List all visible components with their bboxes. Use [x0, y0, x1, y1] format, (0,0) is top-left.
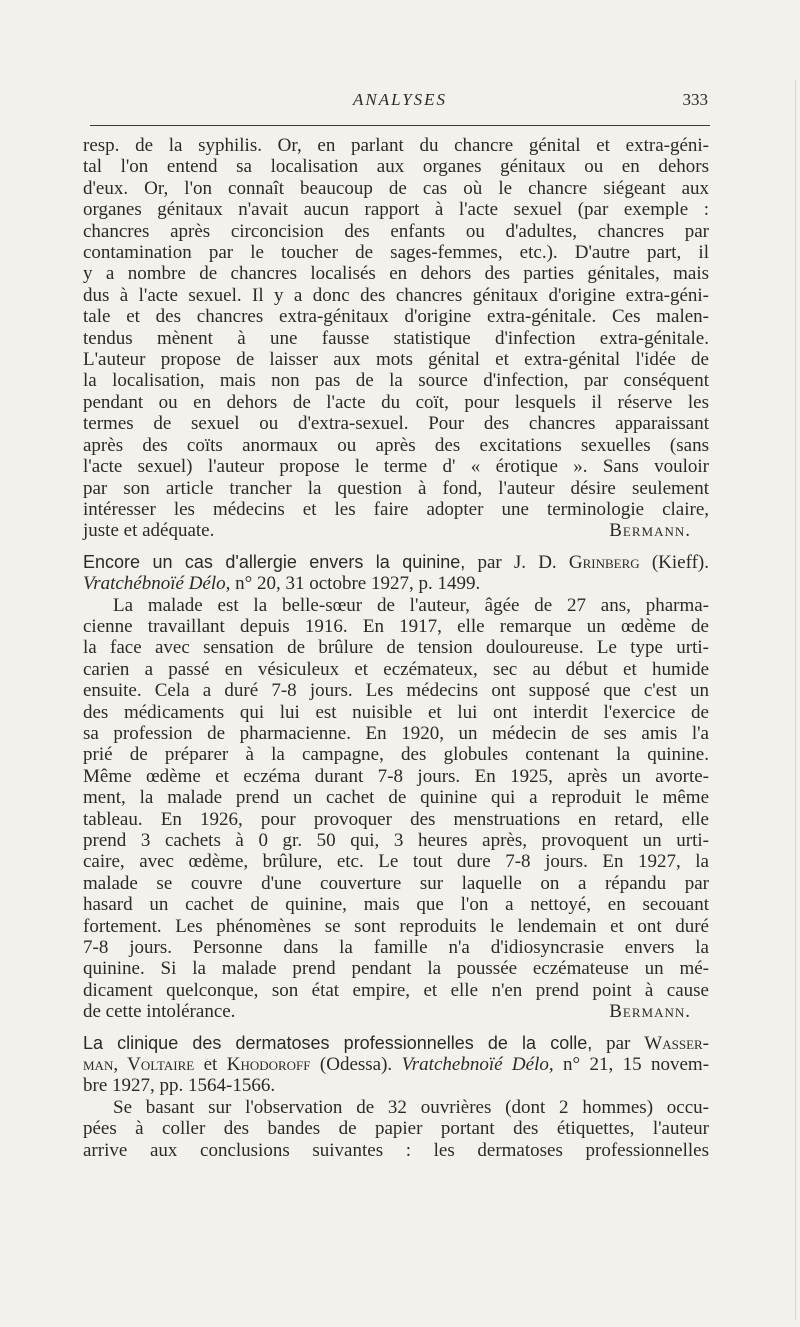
author-name: Khodoroff — [226, 1054, 311, 1076]
text-line: prié de préparer à la campagne, des globules contenant la quinine. — [83, 744, 709, 766]
text-line: malade se couvre d'une couverture sur laquelle on a répandu par — [83, 872, 709, 894]
text-line: 7-8 jours. Personne dans la famille n'a d'idiosyncrasie envers la — [83, 937, 709, 959]
text-line: Même œdème et eczéma durant 7-8 jours. En 1925, après un avorte- — [83, 765, 709, 787]
text-line: termes de sexuel ou d'extra-sexuel. Pour des chancres apparaissant — [83, 413, 709, 435]
text-line: tendus mènent à une fausse statistique d'infection extra-génitale. — [83, 327, 709, 349]
journal-name: Vratchébnoïé Délo, — [83, 573, 231, 595]
page-edge — [795, 80, 796, 1320]
citation-ref: n° 20, 31 octobre 1927, p. 1499. — [235, 573, 481, 595]
journal-name: Vratchebnoïé Délo, — [401, 1054, 554, 1076]
citation-line — [83, 573, 709, 594]
text-line: carien a passé en vésiculeux et eczémateux, sec au début et humide — [83, 658, 709, 680]
citation-line: bre 1927, pp. 1564-1566. — [83, 1075, 276, 1097]
text-line: d'eux. Or, l'on connaît beaucoup de cas où le chancre siégeant aux — [83, 177, 709, 199]
text-line-last — [83, 1001, 709, 1022]
text-line: quinine. Si la malade prend pendant la poussée eczémateuse un mé- — [83, 958, 709, 980]
article-body — [83, 135, 709, 1161]
article-title: La clinique des dermatoses professionnelles de la colle, — [83, 1032, 593, 1053]
text-line: sa profession de pharmacienne. En 1920, un médecin de ses amis l'a — [83, 722, 709, 744]
author-line — [83, 1054, 709, 1075]
text-line: organes génitaux n'avait aucun rapport à l'acte sexuel (par exemple : — [83, 199, 709, 221]
text-line: pendant ou en dehors de l'acte du coït, pour lesquels il réserve les — [83, 391, 709, 413]
header-rule — [90, 125, 710, 126]
text-line: Se basant sur l'observation de 32 ouvrières (dont 2 hommes) occu- — [113, 1096, 709, 1118]
text-line: par son article trancher la question à fond, l'auteur désire seulement — [83, 477, 709, 499]
closing-text: de cette intolérance. — [83, 1001, 236, 1023]
text-line: prend 3 cachets à 0 gr. 50 qui, 3 heures après, provoquent un urti- — [83, 830, 709, 851]
text-line: cienne travaillant depuis 1916. En 1917, elle remarque un œdème de — [83, 615, 709, 637]
article-heading-line — [83, 552, 709, 573]
article-title: Encore un cas d'allergie envers la quinine, — [83, 551, 466, 572]
text-line: dicament quelconque, son état empire, et elle n'en prend point à cause — [83, 979, 709, 1001]
spacer — [83, 1023, 709, 1033]
text-line: ment, la malade prend un cachet de quinine qui a reproduit le même — [83, 787, 709, 809]
text-line: chancres après circoncision des enfants ou d'adultes, chancres par — [83, 220, 709, 242]
article-heading-line — [83, 1033, 709, 1054]
closing-text: juste et adéquate. — [83, 520, 215, 542]
signature: Bermann. — [609, 520, 691, 542]
text-line-last — [83, 520, 709, 541]
text-line: la localisation, mais non pas de la source d'infection, par conséquent — [83, 370, 709, 392]
text-line: tableau. En 1926, pour provoquer des menstruations en retard, elle — [83, 808, 709, 830]
text-line: ensuite. Cela a duré 7-8 jours. Les médecins ont supposé que c'est un — [83, 680, 709, 702]
text-line: après des coïts anormaux ou après des excitations sexuelles (sans — [83, 434, 709, 456]
text-line: l'acte sexuel) l'auteur propose le terme d' « érotique ». Sans vouloir — [83, 456, 709, 478]
author-place: (Odessa). — [319, 1054, 393, 1076]
page-number: 333 — [682, 90, 708, 109]
text-line: pées à coller des bandes de papier portant des étiquettes, l'auteur — [83, 1118, 709, 1140]
text-line: tale et des chancres extra-génitaux d'origine extra-génitale. Ces malen- — [83, 306, 709, 328]
author-conjunction: et — [203, 1054, 218, 1076]
text-line: des médicaments qui lui est nuisible et lui ont interdit l'exercice de — [83, 701, 709, 723]
text-line: La malade est la belle-sœur de l'auteur, âgée de 27 ans, pharma- — [113, 594, 709, 616]
author-name: Wasser- — [644, 1032, 710, 1054]
text-line: contamination par le toucher de sages-femmes, etc.). D'autre part, il — [83, 242, 709, 264]
text-line: dus à l'acte sexuel. Il y a donc des chancres génitaux d'origine extra-géni- — [83, 284, 709, 306]
section-syphilis-continuation — [83, 135, 709, 542]
text-line: resp. de la syphilis. Or, en parlant du chancre génital et extra-géni- — [83, 135, 709, 156]
byline-par: par — [606, 1032, 631, 1054]
text-line: L'auteur propose de laisser aux mots génital et extra-génital l'idée de — [83, 349, 709, 371]
text-line: tal l'on entend sa localisation aux organes génitaux ou en dehors — [83, 156, 709, 178]
author-place: (Kieff). — [651, 551, 709, 573]
text-line: intéresser les médecins et les faire adopter une terminologie claire, — [83, 498, 709, 520]
text-line: hasard un cachet de quinine, mais que l'on a nettoyé, en secouant — [83, 894, 709, 916]
text-line: y a nombre de chancres localisés en dehors des parties génitales, mais — [83, 263, 709, 285]
running-head — [90, 90, 710, 114]
spacer — [83, 542, 709, 552]
text-line: caire, avec œdème, brûlure, etc. Le tout dure 7-8 jours. En 1927, la — [83, 851, 709, 873]
section-quinine-allergy — [83, 552, 709, 1023]
author-names: man, Voltaire — [83, 1054, 195, 1076]
signature: Bermann. — [609, 1001, 691, 1023]
text-line: fortement. Les phénomènes se sont reproduits le lendemain et ont duré — [83, 915, 709, 937]
byline-par: par J. D. — [477, 551, 557, 573]
running-title: ANALYSES — [352, 90, 448, 109]
citation-ref: n° 21, 15 novem- — [562, 1054, 710, 1076]
text-line: la face avec sensation de brûlure de tension douloureuse. Le type urti- — [83, 637, 709, 659]
section-glue-dermatoses — [83, 1033, 709, 1161]
text-line: arrive aux conclusions suivantes : les dermatoses professionnelles — [83, 1139, 709, 1161]
author-name: Grinberg — [568, 551, 640, 573]
